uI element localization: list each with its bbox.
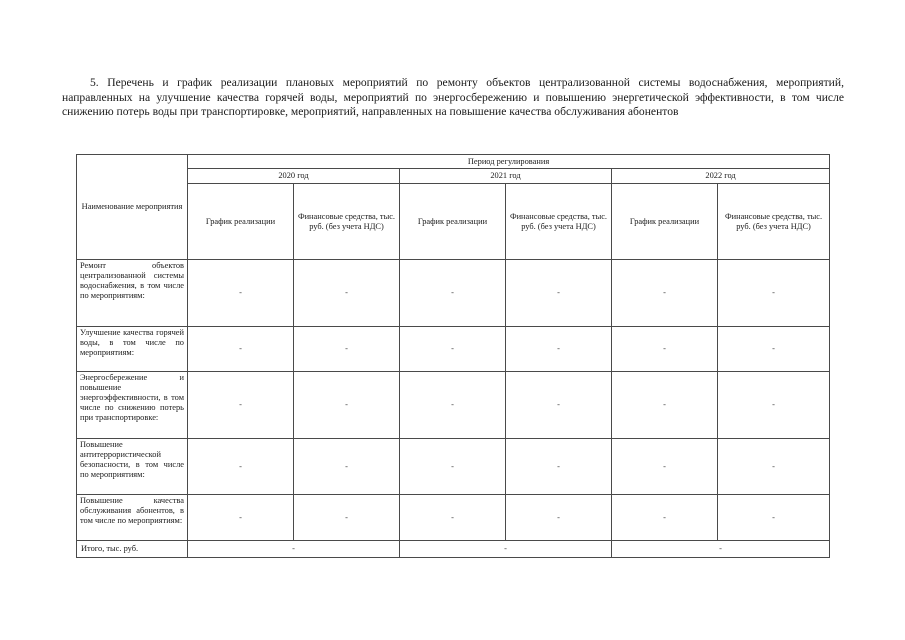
value-cell: -: [506, 260, 612, 327]
value-cell: -: [506, 327, 612, 372]
value-cell: -: [612, 495, 718, 541]
value-cell: -: [294, 439, 400, 495]
value-cell: -: [718, 327, 830, 372]
name-column-header: Наименование мероприятия: [77, 155, 188, 260]
value-cell: -: [612, 439, 718, 495]
header-row-subcolumns: [77, 184, 830, 260]
value-cell: -: [718, 260, 830, 327]
total-row: [77, 541, 830, 558]
value-cell: -: [188, 372, 294, 439]
total-2022: -: [612, 541, 830, 558]
value-cell: -: [718, 439, 830, 495]
value-cell: -: [400, 495, 506, 541]
schedule-header: График реализации: [612, 184, 718, 260]
value-cell: -: [294, 260, 400, 327]
total-2021: -: [400, 541, 612, 558]
value-cell: -: [612, 372, 718, 439]
value-cell: -: [188, 260, 294, 327]
finance-header: Финансовые средства, тыс. руб. (без учета НДС): [718, 184, 830, 260]
table-row: [77, 260, 830, 327]
finance-header: Финансовые средства, тыс. руб. (без учета НДС): [294, 184, 400, 260]
table-row: [77, 327, 830, 372]
value-cell: -: [294, 372, 400, 439]
table-row: [77, 495, 830, 541]
finance-header: Финансовые средства, тыс. руб. (без учета НДС): [506, 184, 612, 260]
schedule-header: График реализации: [400, 184, 506, 260]
value-cell: -: [188, 495, 294, 541]
value-cell: -: [506, 439, 612, 495]
schedule-header: График реализации: [188, 184, 294, 260]
measure-name: Повышение антитеррористической безопасности, в том числе по мероприятиям:: [77, 439, 188, 495]
table-row: [77, 372, 830, 439]
section-heading: 5. Перечень и график реализации плановых мероприятий по ремонту объектов централизованной системы водоснабжения, мероприятий, направленных на улучшение качества горячей воды, мероприятий по энергосбережению и повышению энергетической эффективности, в том числе снижению потерь воды при транспортировке, мероприятий, направленных на повышение качества обслуживания абонентов: [62, 76, 844, 119]
year-header-2022: 2022 год: [612, 169, 830, 184]
value-cell: -: [294, 495, 400, 541]
total-2020: -: [188, 541, 400, 558]
value-cell: -: [400, 327, 506, 372]
header-row-years: [77, 169, 830, 184]
value-cell: -: [400, 372, 506, 439]
value-cell: -: [506, 495, 612, 541]
value-cell: -: [506, 372, 612, 439]
value-cell: -: [188, 327, 294, 372]
year-header-2021: 2021 год: [400, 169, 612, 184]
value-cell: -: [400, 439, 506, 495]
value-cell: -: [400, 260, 506, 327]
measures-table: [76, 154, 830, 558]
value-cell: -: [612, 260, 718, 327]
measure-name: Улучшение качества горячей воды, в том числе по мероприятиям:: [77, 327, 188, 372]
total-label: Итого, тыс. руб.: [77, 541, 188, 558]
value-cell: -: [294, 327, 400, 372]
table-row: [77, 439, 830, 495]
year-header-2020: 2020 год: [188, 169, 400, 184]
measure-name: Ремонт объектов централизованной системы водоснабжения, в том числе по мероприятиям:: [77, 260, 188, 327]
period-header: Период регулирования: [188, 155, 830, 169]
value-cell: -: [718, 372, 830, 439]
value-cell: -: [718, 495, 830, 541]
measure-name: Энергосбережение и повышение энергоэффективности, в том числе по снижению потерь при транспортировке:: [77, 372, 188, 439]
measure-name: Повышение качества обслуживания абонентов, в том числе по мероприятиям:: [77, 495, 188, 541]
header-row-period: [77, 155, 830, 169]
value-cell: -: [188, 439, 294, 495]
value-cell: -: [612, 327, 718, 372]
